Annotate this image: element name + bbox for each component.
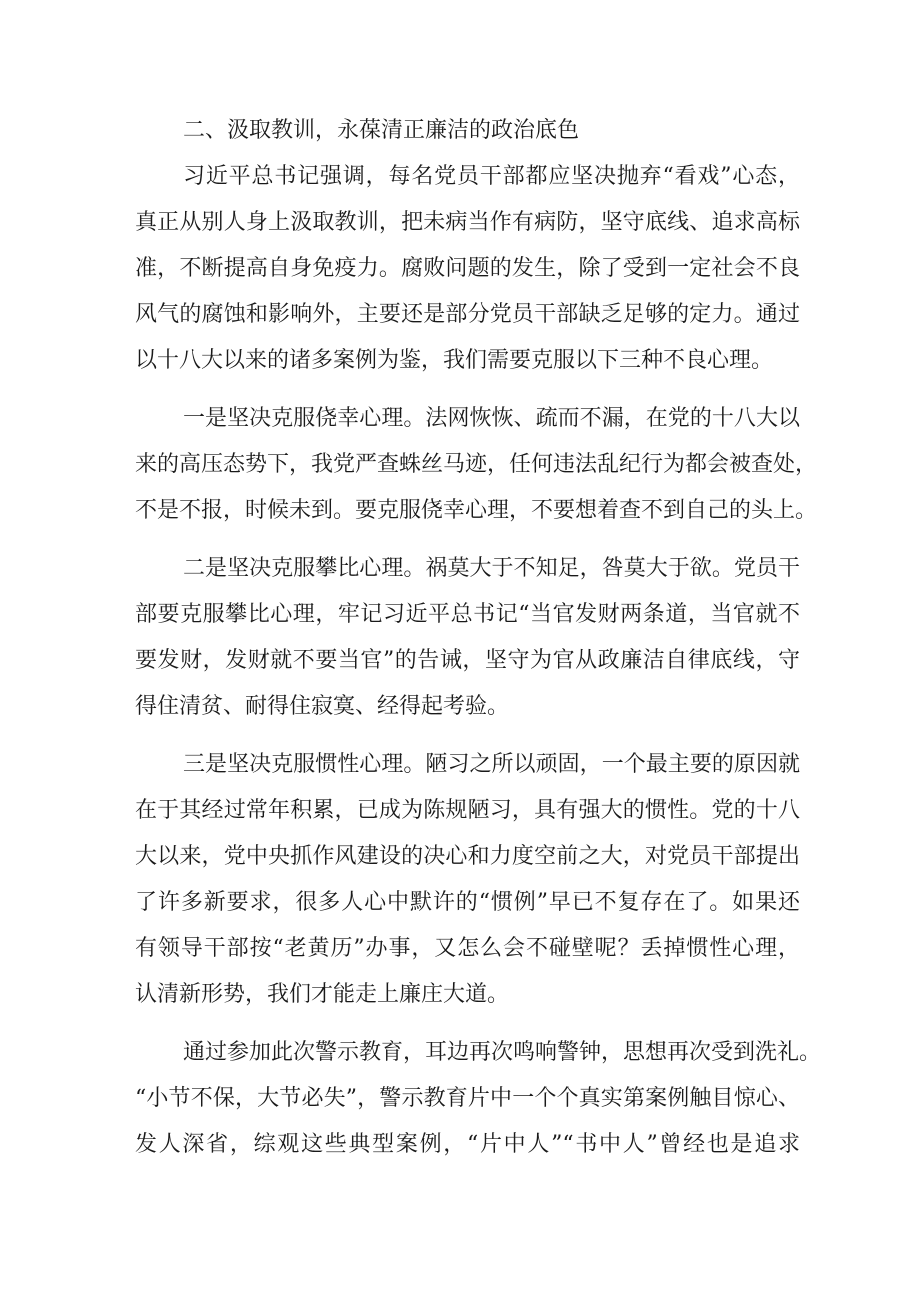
paragraph-conclusion <box>135 1030 822 1168</box>
text-line: 部要克服攀比心理，牢记习近平总书记“当官发财两条道，当官就不 <box>135 602 800 627</box>
section-heading: 二、汲取教训，永葆清正廉洁的政治底色 <box>183 118 580 143</box>
text-line: 习近平总书记强调，每名党员干部都应坚决抛弃“看戏”心态， <box>183 164 800 189</box>
paragraph-inertia <box>135 742 800 1018</box>
paragraph-gap <box>135 1018 800 1030</box>
text-line: 得住清贫、耐得住寂寞、经得起考验。 <box>135 694 510 719</box>
text-line: 真正从别人身上汲取教训，把未病当作有病防，坚守底线、追求高标 <box>135 210 800 235</box>
text-line: 风气的腐蚀和影响外，主要还是部分党员干部缺乏足够的定力。通过 <box>135 302 800 327</box>
text-line: 来的高压态势下，我党严查蛛丝马迹，任何违法乱纪行为都会被查处， <box>135 452 818 477</box>
text-line: 发人深省，综观这些典型案例，“片中人”“书中人”曾经也是追求 <box>135 1132 800 1157</box>
paragraph-gap <box>135 730 800 742</box>
text-line: 三是坚决克服惯性心理。陋习之所以顽固，一个最主要的原因就 <box>183 752 800 777</box>
paragraph-comparison <box>135 546 800 730</box>
paragraph-gap <box>135 384 800 396</box>
text-line: 一是坚决克服侥幸心理。法网恢恢、疏而不漏，在党的十八大以 <box>183 406 800 431</box>
paragraph-luck <box>135 396 818 534</box>
text-line: 有领导干部按“老黄历”办事，又怎么会不碰壁呢？丢掉惯性心理， <box>135 936 800 961</box>
text-line: 以十八大以来的诸多案例为鉴，我们需要克服以下三种不良心理。 <box>135 348 774 373</box>
text-line: 通过参加此次警示教育，耳边再次鸣响警钟，思想再次受到洗礼。 <box>183 1040 822 1065</box>
text-line: 在于其经过常年积累，已成为陈规陋习，具有强大的惯性。党的十八 <box>135 798 800 823</box>
paragraph-intro <box>135 154 800 384</box>
text-line: 要发财，发财就不要当官”的告诫，坚守为官从政廉洁自律底线，守 <box>135 648 800 673</box>
text-line: 了许多新要求，很多人心中默许的“惯例”早已不复存在了。如果还 <box>135 890 800 915</box>
paragraph-gap <box>135 534 800 546</box>
document-body <box>135 108 822 1168</box>
text-line: 准，不断提高自身免疫力。腐败问题的发生，除了受到一定社会不良 <box>135 256 800 281</box>
text-line: 不是不报，时候未到。要克服侥幸心理，不要想着查不到自己的头上。 <box>135 498 818 523</box>
text-line: “小节不保，大节必失”，警示教育片中一个个真实第案例触目惊心、 <box>135 1086 800 1111</box>
text-line: 二是坚决克服攀比心理。祸莫大于不知足，咎莫大于欲。党员干 <box>183 556 800 581</box>
text-line: 大以来，党中央抓作风建设的决心和力度空前之大，对党员干部提出 <box>135 844 800 869</box>
text-line: 认清新形势，我们才能走上廉庄大道。 <box>135 982 510 1007</box>
